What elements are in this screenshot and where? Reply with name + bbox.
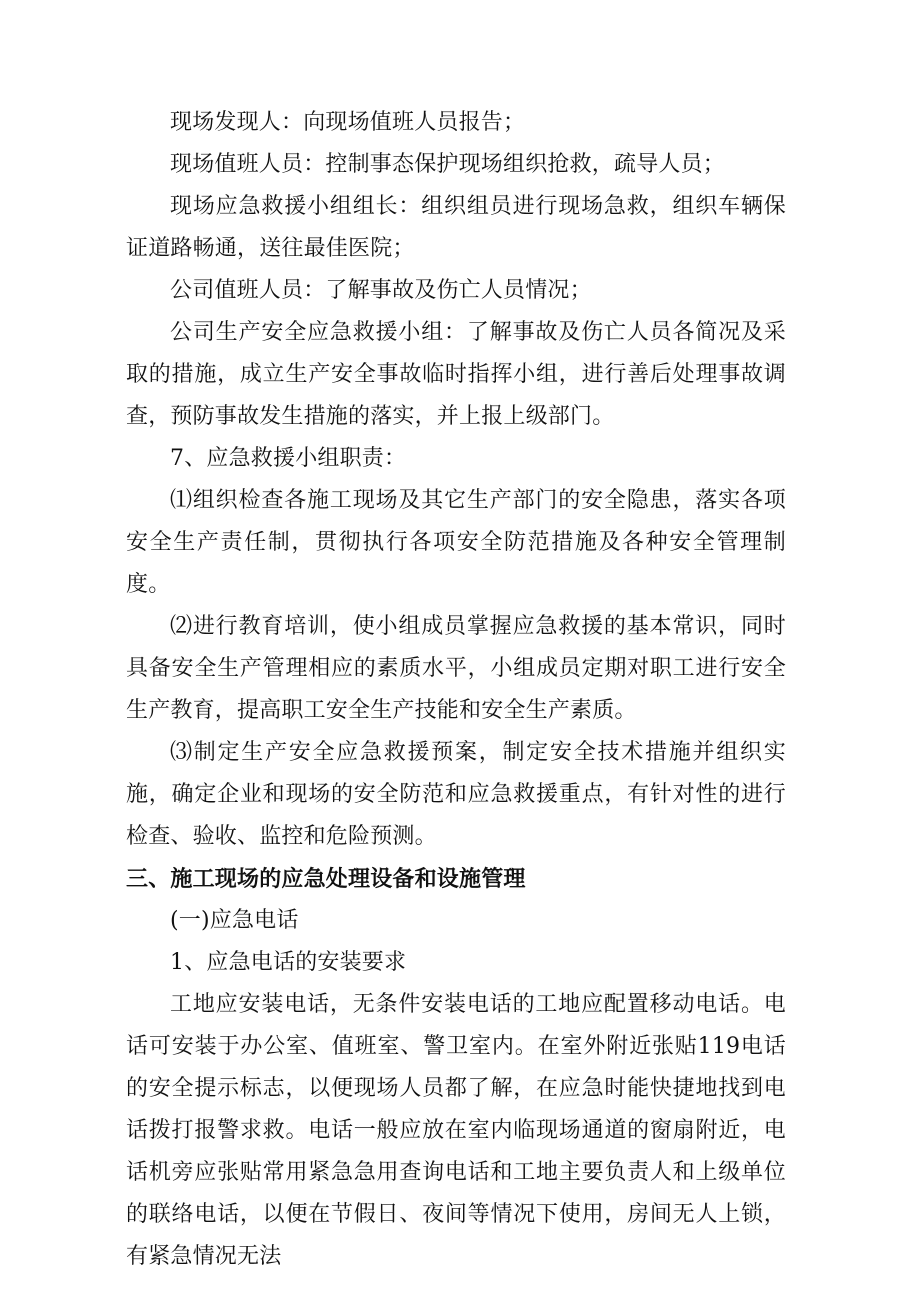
paragraph: 公司生产安全应急救援小组：了解事故及伤亡人员各简况及采取的措施，成立生产安全事故临时指挥小组，进行善后处理事故调查，预防事故发生措施的落实，并上报上级部门。 <box>126 320 786 429</box>
item-title: 1、应急电话的安装要求 <box>170 950 407 975</box>
section-heading: 三、施工现场的应急处理设备和设施管理 <box>126 866 526 892</box>
paragraph: 现场发现人：向现场值班人员报告； <box>170 110 526 135</box>
paragraph: 现场应急救援小组组长：组织组员进行现场急救，组织车辆保证道路畅通，送往最佳医院； <box>126 194 786 261</box>
document-body <box>126 102 786 1278</box>
paragraph: ⑴组织检查各施工现场及其它生产部门的安全隐患，落实各项安全生产责任制，贯彻执行各项安全防范措施及各种安全管理制度。 <box>126 488 786 597</box>
paragraph: 公司值班人员：了解事故及伤亡人员情况； <box>170 278 592 303</box>
subsection-title: (一)应急电话 <box>170 908 299 933</box>
paragraph: 7、应急救援小组职责： <box>170 446 407 471</box>
paragraph: 工地应安装电话，无条件安装电话的工地应配置移动电话。电话可安装于办公室、值班室、警卫室内。在室外附近张贴119电话的安全提示标志，以便现场人员都了解，在应急时能快捷地找到电话拨打报警求救。电话一般应放在室内临现场通道的窗扇附近，电话机旁应张贴常用紧急急用查询电话和工地主要负责人和上级单位的联络电话，以便在节假日、夜间等情况下使用，房间无人上锁，有紧急情况无法 <box>126 992 786 1269</box>
paragraph: 现场值班人员：控制事态保护现场组织抢救，疏导人员； <box>170 152 726 177</box>
paragraph: ⑶制定生产安全应急救援预案，制定安全技术措施并组织实施，确定企业和现场的安全防范和应急救援重点，有针对性的进行检查、验收、监控和危险预测。 <box>126 740 786 849</box>
paragraph: ⑵进行教育培训，使小组成员掌握应急救援的基本常识，同时具备安全生产管理相应的素质水平，小组成员定期对职工进行安全生产教育，提高职工安全生产技能和安全生产素质。 <box>126 614 786 723</box>
